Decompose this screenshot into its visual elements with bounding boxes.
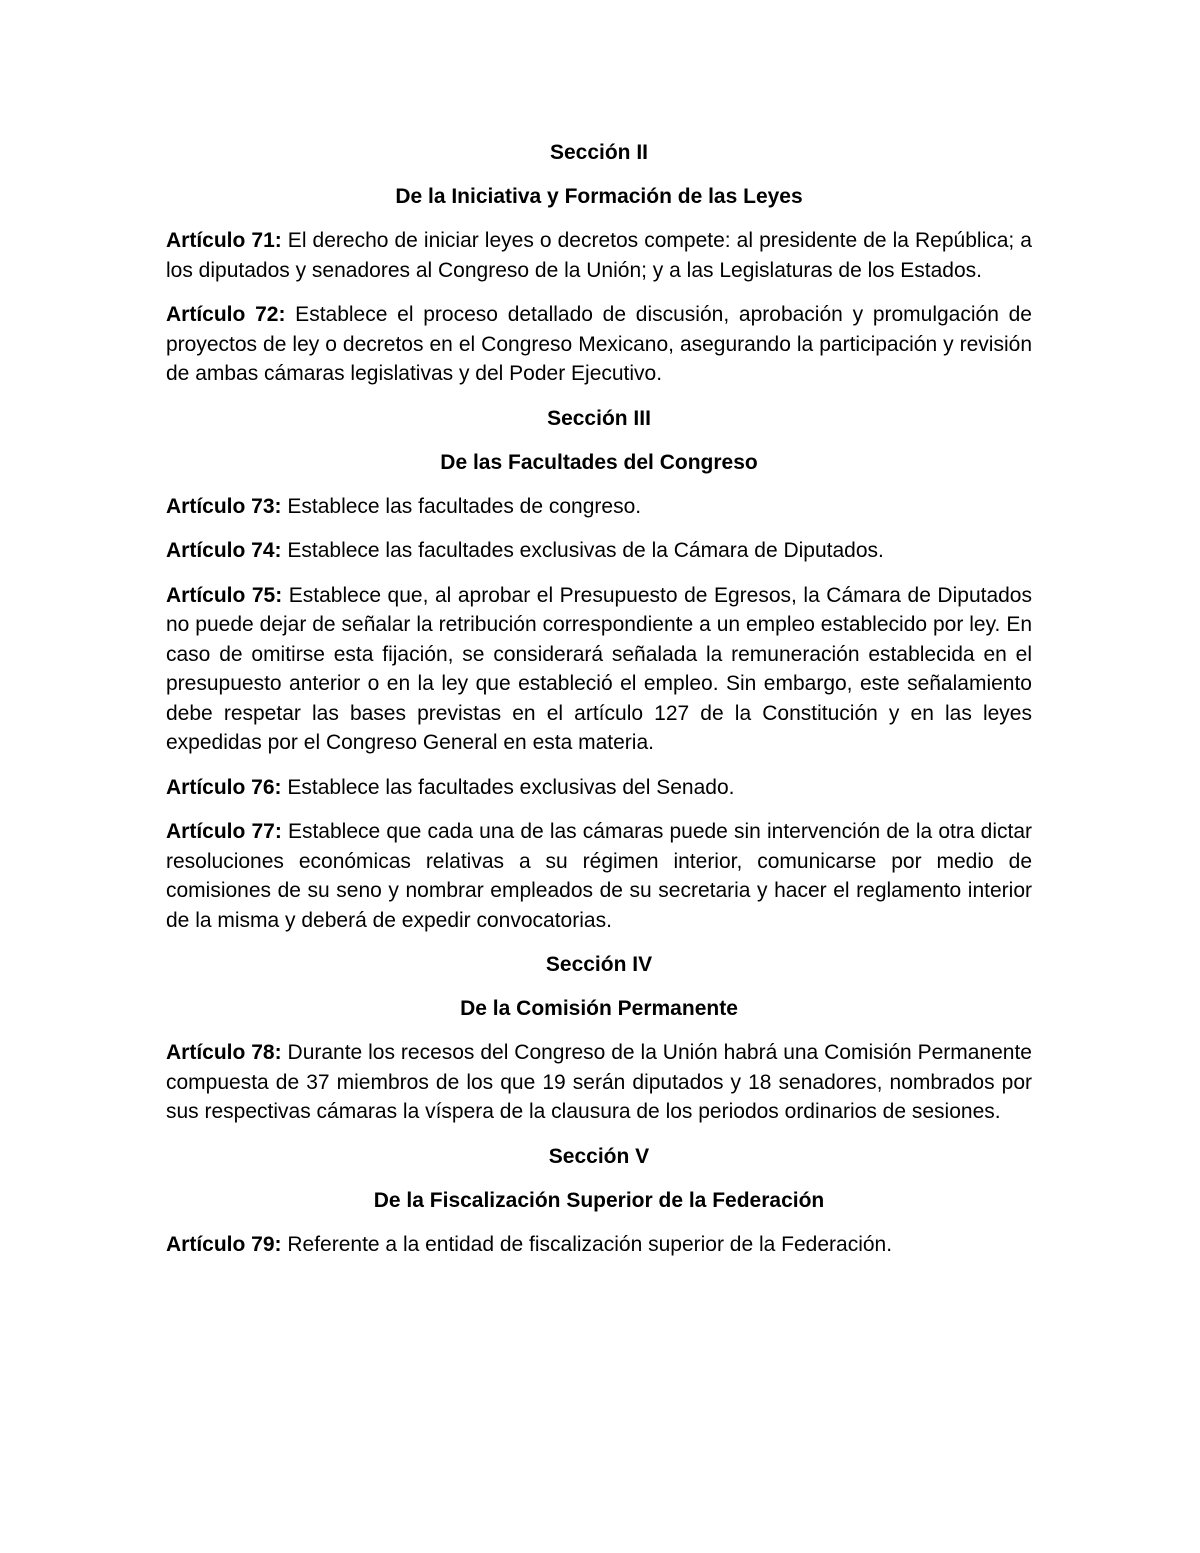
article-78 xyxy=(166,1038,1032,1127)
article-text: Durante los recesos del Congreso de la Unión habrá una Comisión Permanente compuesta de 37 miembros de los que 19 serán diputados y 18 senadores, nombrados por sus respectivas cámaras la víspera de la clausura de los periodos ordinarios de sesiones. xyxy=(166,1041,1032,1123)
article-72 xyxy=(166,300,1032,389)
article-75 xyxy=(166,581,1032,758)
article-text: Establece que cada una de las cámaras puede sin intervención de la otra dictar resoluciones económicas relativas a su régimen interior, comunicarse por medio de comisiones de su seno y nombrar empleados de su secretaria y hacer el reglamento interior de la misma y deberá de expedir convocatorias. xyxy=(166,820,1032,932)
section-subtitle: De la Fiscalización Superior de la Federación xyxy=(373,1188,825,1212)
article-label: Artículo 79: xyxy=(166,1232,282,1256)
article-73 xyxy=(166,492,1032,522)
article-76 xyxy=(166,773,1032,803)
document-page xyxy=(166,138,1032,1274)
section-heading: Sección IV xyxy=(545,953,653,976)
article-text: El derecho de iniciar leyes o decretos compete: al presidente de la República; a los diputados y senadores al Congreso de la Unión; y a las Legislaturas de los Estados. xyxy=(166,229,1032,282)
article-79 xyxy=(166,1230,1032,1260)
section-heading: Sección III xyxy=(547,406,651,430)
article-77 xyxy=(166,817,1032,935)
article-label: Artículo 72: xyxy=(166,303,286,326)
article-text: Referente a la entidad de fiscalización superior de la Federación. xyxy=(281,1232,893,1256)
article-text: Establece las facultades exclusivas de la Cámara de Diputados. xyxy=(281,539,884,562)
section-subtitle: De las Facultades del Congreso xyxy=(440,450,758,474)
article-text: Establece las facultades de congreso. xyxy=(281,494,642,518)
article-label: Artículo 73: xyxy=(166,494,282,518)
section-heading: Sección II xyxy=(549,141,649,164)
article-74 xyxy=(166,536,1032,566)
article-text: Establece que, al aprobar el Presupuesto de Egresos, la Cámara de Diputados no puede dejar de señalar la retribución correspondiente a un empleo establecido por ley. En caso de omitirse esta fijación, se considerará señalada la remuneración establecida en el presupuesto anterior o en la ley que estableció el empleo. Sin embargo, este señalamiento debe respetar las bases previstas en el artículo 127 de la Constitución y en las leyes expedidas por el Congreso General en esta materia. xyxy=(166,583,1032,754)
section-subtitle: De la Iniciativa y Formación de las Leyes xyxy=(395,185,803,208)
article-label: Artículo 76: xyxy=(166,775,282,799)
section-heading: Sección V xyxy=(548,1144,650,1168)
article-text: Establece las facultades exclusivas del Senado. xyxy=(281,775,735,799)
article-label: Artículo 77: xyxy=(166,820,282,843)
article-label: Artículo 75: xyxy=(166,583,283,607)
article-71 xyxy=(166,226,1032,285)
section-subtitle: De la Comisión Permanente xyxy=(460,997,738,1020)
article-label: Artículo 78: xyxy=(166,1041,282,1064)
article-label: Artículo 71: xyxy=(166,229,282,252)
article-text: Establece el proceso detallado de discusión, aprobación y promulgación de proyectos de ley o decretos en el Congreso Mexicano, asegurando la participación y revisión de ambas cámaras legislativas y del Poder Ejecutivo. xyxy=(166,303,1032,385)
article-label: Artículo 74: xyxy=(166,539,282,562)
